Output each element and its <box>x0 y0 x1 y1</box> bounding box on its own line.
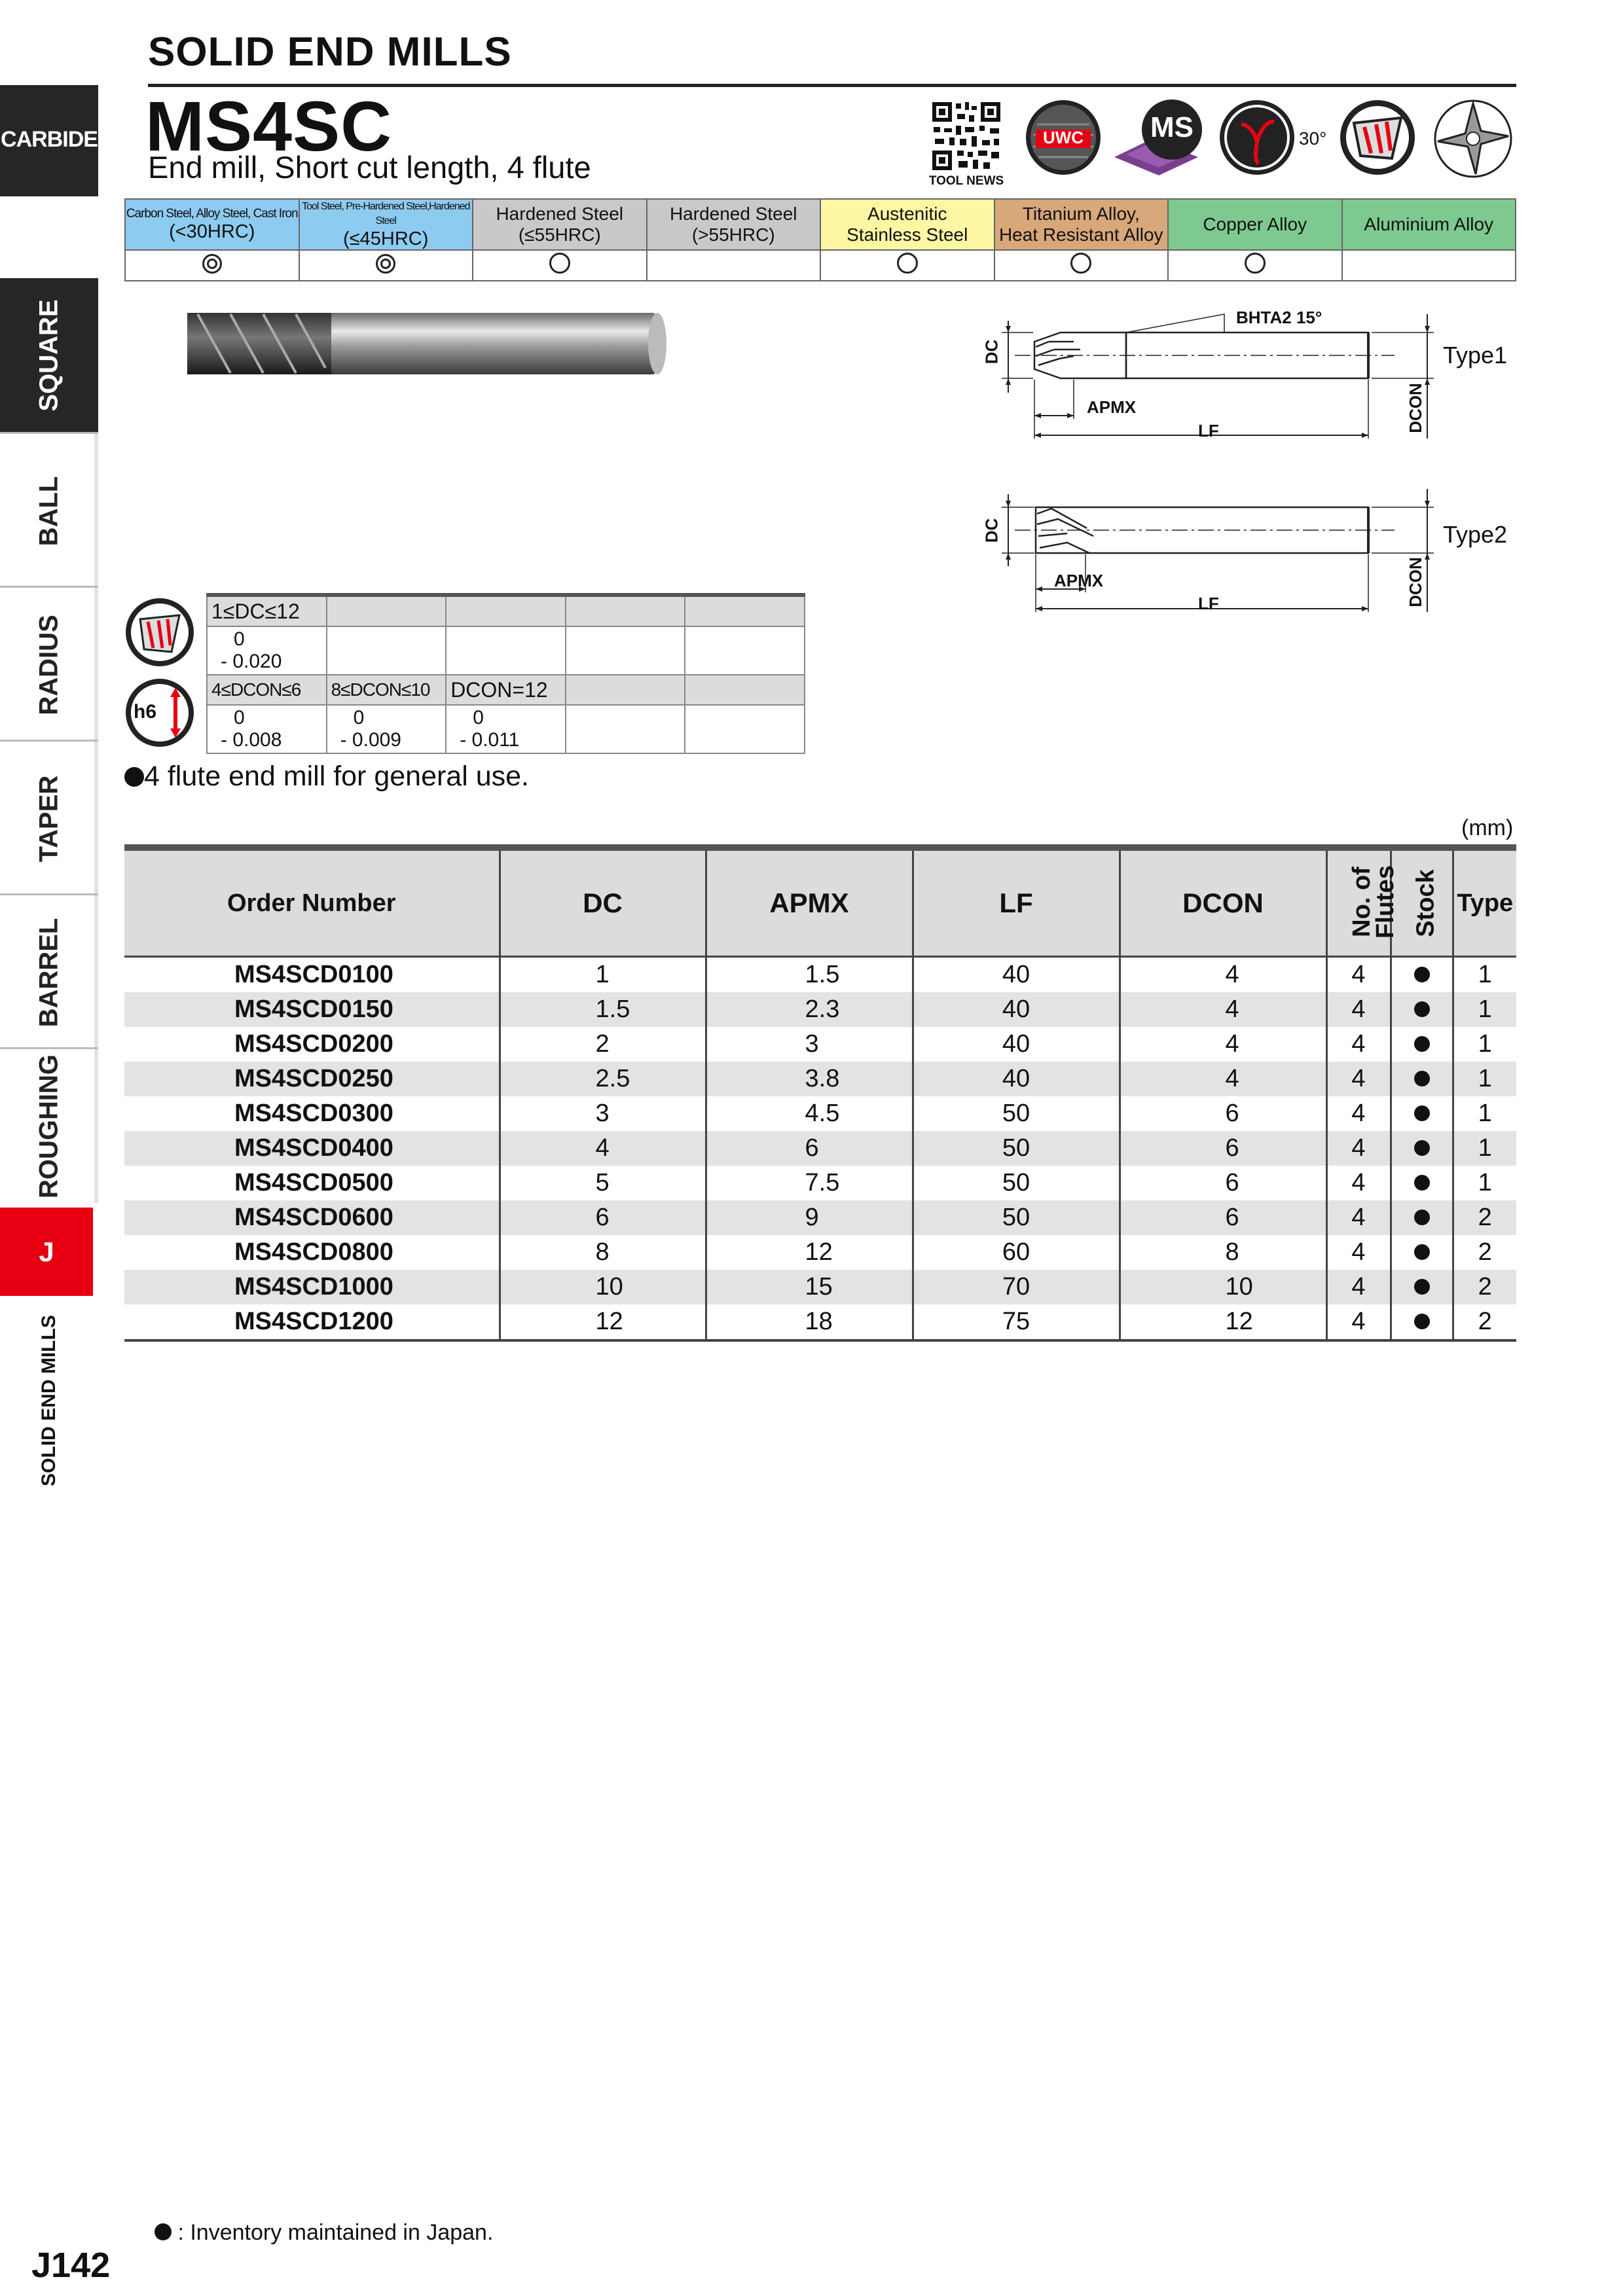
apmx-value: 7.5 <box>706 1166 913 1200</box>
empty-cell <box>566 675 685 705</box>
type-value: 2 <box>1478 1238 1492 1266</box>
four-flute-cross-section-icon <box>1432 98 1514 180</box>
stock-value <box>1391 1166 1453 1200</box>
tolerance-table-top-rule <box>206 593 805 597</box>
dcon-label: DCON <box>1405 383 1425 433</box>
dcon-value: 4 <box>1120 992 1326 1027</box>
type-value: 1 <box>1478 1169 1492 1196</box>
stock-dot-icon <box>1414 1140 1430 1156</box>
type-value: 1 <box>1453 992 1516 1027</box>
table-row <box>124 1096 1516 1131</box>
apmx-value: 9 <box>706 1200 913 1235</box>
order-number: MS4SCD0800 <box>124 1235 500 1270</box>
table-row <box>124 1062 1516 1096</box>
circle-icon <box>549 253 570 274</box>
material-header-line1: Aluminium Alloy <box>1364 214 1494 234</box>
type-value: 1 <box>1453 1062 1516 1096</box>
apmx-value: 6 <box>706 1131 913 1166</box>
stock-dot-icon <box>1414 1175 1430 1191</box>
stock-dot-icon <box>1414 1001 1430 1017</box>
empty-cell <box>685 675 805 705</box>
empty-cell <box>327 626 447 675</box>
flutes-value: 4 <box>1326 1166 1391 1200</box>
apmx-value: 15 <box>706 1270 913 1304</box>
table-row <box>124 1166 1516 1200</box>
type-value: 1 <box>1478 1030 1492 1058</box>
stock-dot-icon <box>1414 1105 1430 1121</box>
tolerance-upper: 0 <box>234 628 245 650</box>
flutes-value: 4 <box>1326 1027 1391 1062</box>
helix-angle-value: 30° <box>1299 128 1327 149</box>
order-number: MS4SCD0400 <box>124 1131 500 1166</box>
tolerance-lower: - 0.008 <box>221 729 282 751</box>
rating-cell <box>820 250 994 281</box>
col-apmx: APMX <box>706 851 913 957</box>
order-number: MS4SCD0250 <box>124 1062 500 1096</box>
dcon-value: 4 <box>1120 1062 1326 1096</box>
col-type: Type <box>1453 851 1516 957</box>
lf-label: LF <box>1198 421 1219 440</box>
rating-cell <box>1342 250 1516 281</box>
dc-tolerance-row <box>207 626 805 675</box>
sidebar-tab-label: SQUARE <box>34 298 64 412</box>
lf-value: 50 <box>913 1166 1120 1200</box>
double-circle-icon <box>202 254 222 274</box>
bhta-label: BHTA2 15° <box>1236 308 1322 327</box>
empty-cell <box>685 596 805 626</box>
stock-value <box>1391 1270 1453 1304</box>
bullet-icon <box>124 767 144 787</box>
material-rating-row <box>125 250 1516 281</box>
dc-value: 6 <box>500 1200 706 1235</box>
sidebar-tab-label: TAPER <box>34 775 64 862</box>
apmx-value: 2.3 <box>706 992 913 1027</box>
dcon-value: 6 <box>1120 1096 1326 1131</box>
sidebar-carbide <box>0 85 98 196</box>
sidebar-tab-barrel[interactable] <box>0 893 98 1049</box>
material-header <box>299 199 473 250</box>
empty-cell <box>566 626 685 675</box>
order-table <box>124 851 1516 1342</box>
dcon-range-row <box>207 675 805 705</box>
type-value: 2 <box>1478 1308 1492 1335</box>
stock-dot-icon <box>1414 1210 1430 1225</box>
flutes-value: 4 <box>1326 1235 1391 1270</box>
circle-icon <box>1245 253 1266 274</box>
sidebar-tab-square[interactable] <box>0 278 98 432</box>
lf-value: 40 <box>913 992 1120 1027</box>
dc-value: 1 <box>500 957 706 993</box>
material-header-line2: Heat Resistant Alloy <box>998 224 1163 245</box>
rating-cell <box>125 250 299 281</box>
material-header <box>994 199 1169 250</box>
lf-value: 50 <box>913 1131 1120 1166</box>
dcon-range: 4≤DCON≤6 <box>207 675 327 705</box>
type-value: 1 <box>1478 961 1492 988</box>
page-number: J142 <box>31 2246 111 2285</box>
apmx-value: 3.8 <box>706 1062 913 1096</box>
tolerance-lower: - 0.020 <box>221 651 282 672</box>
tolerance-upper: 0 <box>473 707 484 728</box>
stock-value <box>1391 1304 1453 1340</box>
dc-tolerance-icon <box>124 597 195 668</box>
tolerance-lower: - 0.009 <box>340 729 401 751</box>
dc-value: 12 <box>500 1304 706 1340</box>
dcon-value: 10 <box>1120 1270 1326 1304</box>
type-value: 2 <box>1453 1270 1516 1304</box>
feature-note-text: 4 flute end mill for general use. <box>144 761 529 792</box>
table-row <box>124 1131 1516 1166</box>
col-dc: DC <box>500 851 706 957</box>
lf-value: 75 <box>913 1304 1120 1340</box>
order-number: MS4SCD0600 <box>124 1200 500 1235</box>
lf-value: 40 <box>913 957 1120 993</box>
empty-cell <box>685 705 805 753</box>
stock-dot-icon <box>1414 1314 1430 1329</box>
qr-caption: TOOL NEWS <box>928 174 1004 188</box>
material-header-line2: (≤55HRC) <box>518 224 601 245</box>
dc-value: 4 <box>500 1131 706 1166</box>
lf-label: LF <box>1198 594 1219 613</box>
stock-value <box>1391 1131 1453 1166</box>
sidebar-active-label: J <box>39 1236 54 1267</box>
table-row <box>124 957 1516 993</box>
stock-value <box>1391 992 1453 1027</box>
material-header-row <box>125 199 1516 250</box>
empty-cell <box>566 705 685 753</box>
dcon-tolerance-value <box>327 705 447 753</box>
stock-dot-icon <box>1414 1279 1430 1295</box>
flute-shape-icon <box>1338 98 1417 177</box>
sidebar-tab-label: ROUGHING <box>34 1054 64 1198</box>
sidebar-tab-label: BALL <box>34 476 64 546</box>
flutes-value: 4 <box>1326 957 1391 993</box>
type-value: 2 <box>1453 1200 1516 1235</box>
material-header-line1: Hardened Steel <box>669 204 797 224</box>
material-header <box>125 199 299 250</box>
dcon-range: 8≤DCON≤10 <box>327 675 447 705</box>
col-flutes <box>1326 851 1399 957</box>
dcon-value: 8 <box>1120 1235 1326 1270</box>
section-title: SOLID END MILLS <box>148 29 512 75</box>
dcon-range: DCON=12 <box>446 675 566 705</box>
dc-value: 2.5 <box>500 1062 706 1096</box>
qr-code-icon[interactable] <box>930 99 1003 173</box>
dcon-value: 6 <box>1120 1166 1326 1200</box>
sidebar-tab-label: RADIUS <box>34 614 64 715</box>
material-header-line1: Titanium Alloy, <box>1022 204 1140 224</box>
dcon-tolerance-row <box>207 705 805 753</box>
dc-value: 3 <box>500 1096 706 1131</box>
h6-label: h6 <box>134 701 157 723</box>
flutes-value: 4 <box>1326 1200 1391 1235</box>
page-subtitle: End mill, Short cut length, 4 flute <box>148 150 591 185</box>
end-mill-product-image <box>185 308 670 380</box>
rating-cell <box>473 250 647 281</box>
lf-value: 40 <box>913 1027 1120 1062</box>
type2-label: Type2 <box>1443 521 1508 548</box>
sidebar-tab-label: BARREL <box>34 918 64 1027</box>
lf-value: 40 <box>913 1062 1120 1096</box>
ms-badge-label: MS <box>1150 111 1194 143</box>
flutes-value: 4 <box>1326 1304 1391 1340</box>
tolerance-lower: - 0.011 <box>460 729 520 751</box>
material-header <box>820 199 994 250</box>
stock-value <box>1391 1096 1453 1131</box>
table-row <box>124 1200 1516 1235</box>
dcon-value: 12 <box>1120 1304 1326 1340</box>
stock-legend-text: : Inventory maintained in Japan. <box>177 2220 494 2245</box>
dcon-value: 6 <box>1120 1200 1326 1235</box>
order-number: MS4SCD0100 <box>124 957 500 993</box>
flutes-value: 4 <box>1326 1062 1391 1096</box>
type1-label: Type1 <box>1443 342 1508 368</box>
dc-value: 5 <box>500 1166 706 1200</box>
order-number: MS4SCD1200 <box>124 1304 500 1340</box>
dc-tolerance-value <box>207 626 327 675</box>
sidebar-section <box>0 1302 98 1499</box>
dc-range: 1≤DC≤12 <box>207 596 327 626</box>
helix-angle-icon <box>1218 98 1296 177</box>
apmx-value: 3 <box>706 1027 913 1062</box>
material-header-line2: (≤45HRC) <box>343 228 429 249</box>
table-row <box>124 1235 1516 1270</box>
table-row <box>124 992 1516 1027</box>
material-header-line2: (>55HRC) <box>691 224 775 245</box>
apmx-label: APMX <box>1054 571 1104 590</box>
sidebar-tab-ball[interactable] <box>0 432 98 588</box>
type-value: 1 <box>1478 1100 1492 1127</box>
dcon-value: 4 <box>1120 957 1326 993</box>
lf-value: 50 <box>913 1096 1120 1131</box>
stock-dot-icon <box>1414 967 1430 982</box>
order-number: MS4SCD0200 <box>124 1027 500 1062</box>
uwc-badge-label: UWC <box>1042 128 1084 147</box>
material-header-line2: (<30HRC) <box>169 221 255 242</box>
dcon-value: 6 <box>1120 1131 1326 1166</box>
material-header <box>473 199 647 250</box>
col-flutes-label: No. of Flutes <box>1347 865 1399 939</box>
material-suitability-table <box>124 198 1516 281</box>
rating-cell <box>299 250 473 281</box>
uwc-coating-icon <box>1024 98 1103 177</box>
table-row <box>124 1270 1516 1304</box>
double-circle-icon <box>376 254 395 274</box>
sidebar-tab-j[interactable] <box>0 1208 93 1296</box>
tolerance-upper: 0 <box>353 707 365 728</box>
stock-dot-icon <box>1414 1036 1430 1052</box>
apmx-value: 1.5 <box>706 957 913 993</box>
order-number: MS4SCD0300 <box>124 1096 500 1131</box>
rating-cell <box>994 250 1169 281</box>
stock-legend <box>155 2220 493 2246</box>
stock-dot-icon <box>1414 1244 1430 1260</box>
stock-value <box>1391 957 1453 993</box>
material-header-line1: Austenitic <box>867 204 947 224</box>
ms-shank-icon <box>1106 97 1205 178</box>
dcon-label: DCON <box>1405 557 1425 607</box>
empty-cell <box>446 626 566 675</box>
lf-value: 60 <box>913 1235 1120 1270</box>
flutes-value: 4 <box>1326 1096 1391 1131</box>
order-number: MS4SCD1000 <box>124 1270 500 1304</box>
material-header-line2: Stainless Steel <box>847 224 968 245</box>
col-stock-label: Stock <box>1412 869 1440 937</box>
dc-value: 1.5 <box>500 992 706 1027</box>
flutes-value: 4 <box>1326 1131 1391 1166</box>
unit-label: (mm) <box>1461 816 1514 840</box>
lf-value: 70 <box>913 1270 1120 1304</box>
stock-dot-icon <box>1414 1071 1430 1086</box>
dc-range-row <box>207 596 805 626</box>
material-header <box>647 199 821 250</box>
col-order-number: Order Number <box>124 851 500 957</box>
sidebar-tab-radius[interactable] <box>0 586 98 742</box>
empty-cell <box>327 596 447 626</box>
stock-value <box>1391 1200 1453 1235</box>
dc-label: DC <box>981 518 1002 543</box>
apmx-value: 18 <box>706 1304 913 1340</box>
circle-icon <box>1070 253 1091 274</box>
empty-cell <box>446 596 566 626</box>
empty-cell <box>566 596 685 626</box>
circle-icon <box>897 253 918 274</box>
sidebar-carbide-label: CARBIDE <box>1 127 98 152</box>
order-number: MS4SCD0500 <box>124 1166 500 1200</box>
apmx-value: 12 <box>706 1235 913 1270</box>
h6-shank-tolerance-icon <box>124 677 195 748</box>
type-value: 1 <box>1453 1131 1516 1166</box>
flutes-value: 4 <box>1326 1270 1391 1304</box>
material-header-line1: Copper Alloy <box>1203 214 1307 234</box>
stock-value <box>1391 1062 1453 1096</box>
dcon-value: 4 <box>1120 1027 1326 1062</box>
sidebar-tab-taper[interactable] <box>0 740 98 895</box>
sidebar-tab-roughing[interactable] <box>0 1047 98 1203</box>
dcon-tolerance-value <box>446 705 566 753</box>
page-title: MS4SC <box>145 86 393 166</box>
col-lf: LF <box>913 851 1120 957</box>
col-dcon: DCON <box>1120 851 1326 957</box>
dcon-tolerance-value <box>207 705 327 753</box>
material-header <box>1342 199 1516 250</box>
material-header-line1: Carbon Steel, Alloy Steel, Cast Iron <box>126 207 298 221</box>
stock-value <box>1391 1235 1453 1270</box>
order-number: MS4SCD0150 <box>124 992 500 1027</box>
col-stock <box>1391 851 1453 957</box>
flutes-value: 4 <box>1326 992 1391 1027</box>
rating-cell <box>1168 250 1342 281</box>
tolerance-table <box>206 596 805 754</box>
stock-dot-icon <box>155 2223 172 2240</box>
table-row <box>124 1027 1516 1062</box>
dc-value: 2 <box>500 1027 706 1062</box>
rating-cell <box>647 250 821 281</box>
dc-value: 8 <box>500 1235 706 1270</box>
apmx-label: APMX <box>1087 397 1137 417</box>
tolerance-upper: 0 <box>234 707 245 728</box>
material-header <box>1168 199 1342 250</box>
apmx-value: 4.5 <box>706 1096 913 1131</box>
material-header-line1: Hardened Steel <box>496 204 624 224</box>
lf-value: 50 <box>913 1200 1120 1235</box>
material-header-line1: Tool Steel, Pre-Hardened Steel,Hardened Steel <box>302 201 470 226</box>
feature-note <box>124 761 529 793</box>
stock-value <box>1391 1027 1453 1062</box>
table-header-row <box>124 851 1516 957</box>
dc-label: DC <box>981 339 1002 365</box>
empty-cell <box>685 626 805 675</box>
sidebar-section-label: SOLID END MILLS <box>38 1315 60 1486</box>
table-row <box>124 1304 1516 1340</box>
dc-value: 10 <box>500 1270 706 1304</box>
